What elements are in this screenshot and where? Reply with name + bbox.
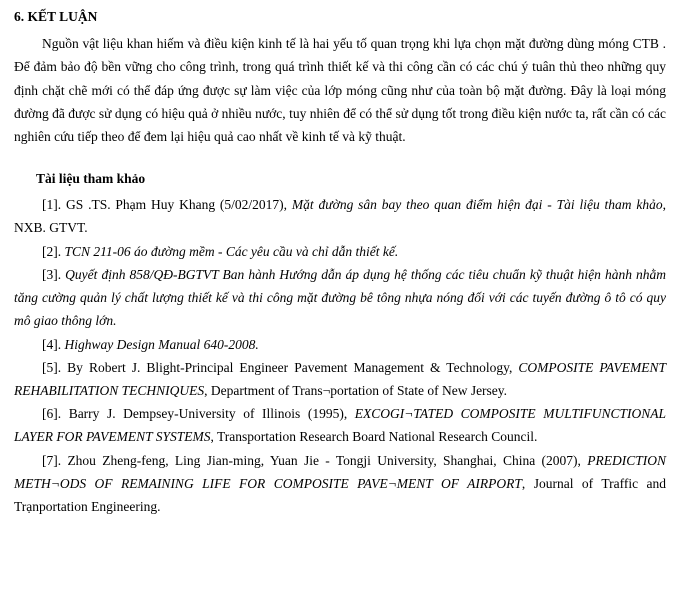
reference-text: EXCOGI¬TATED COMPOSITE MULTIFUNCTIONAL LAYER FOR PAVEMENT SYSTEMS: [14, 406, 666, 445]
conclusion-paragraph: Nguồn vật liệu khan hiếm và điều kiện kinh tế là hai yếu tố quan trọng khi lựa chọn mặt đường dùng móng CTB . Để đảm bảo độ bền vững cho công trình, trong quá trình thiết kế và thi công cần có các chú ý tuân thủ theo những quy định chặt chẽ mới có thể đáp ứng được sự làm việc của lớp móng cũng như của toàn bộ mặt đường. Đây là loại móng đường đã được sử dụng có hiệu quả ở nhiều nước, tuy nhiên để có thể sử dụng tốt trong điều kiện nước ta, rất cần có các nghiên cứu tiếp theo để đem lại hiệu quả cao nhất về kinh tế và kỹ thuật.: [14, 36, 666, 145]
reference-item: [14, 263, 666, 333]
reference-number: [7].: [42, 452, 68, 468]
reference-text: , Journal of Traffic and Trạnportation Engineering.: [14, 475, 666, 515]
reference-text: , NXB. GTVT.: [14, 197, 667, 236]
reference-text: Highway Design Manual 640-2008.: [64, 336, 259, 352]
reference-item: [14, 333, 666, 356]
reference-number: [1].: [42, 197, 66, 213]
page-title: 6. KẾT LUẬN: [14, 9, 98, 24]
reference-number: [6].: [42, 406, 69, 422]
reference-text: GS .TS. Phạm Huy Khang (5/02/2017),: [65, 197, 292, 213]
reference-text: PREDICTION METH¬ODS OF REMAINING LIFE FOR COMPOSITE PAVE¬MENT OF AIRPORT: [14, 452, 666, 491]
reference-item: [14, 356, 666, 402]
references-heading: Tài liệu tham khảo: [36, 171, 146, 187]
reference-item: [14, 449, 666, 519]
reference-number: [2].: [42, 243, 65, 259]
reference-item: [14, 240, 666, 263]
reference-number: [5].: [42, 359, 68, 375]
reference-item: [14, 402, 666, 448]
reference-text: COMPOSITE PAVEMENT REHABILITATION TECHNIQUES: [14, 359, 666, 398]
references-list: [14, 193, 666, 518]
reference-text: , Department of Trans¬portation of State of New Jersey.: [204, 382, 508, 398]
reference-text: Barry J. Dempsey-University of Illinois (1995),: [68, 406, 355, 422]
reference-number: [4].: [42, 336, 65, 352]
reference-item: [14, 193, 666, 239]
reference-text: TCN 211-06 áo đường mềm - Các yêu cầu và chỉ dẫn thiết kế.: [64, 243, 399, 259]
reference-number: [3].: [42, 266, 66, 282]
reference-text: Quyết định 858/QĐ-BGTVT Ban hành Hướng dẫn áp dụng hệ thống các tiêu chuẩn kỹ thuật hiện hành nhằm tăng cường quản lý chất lượng thiết kế và thi công mặt đường bê tông nhựa nóng đối với các tuyến đường ô tô có quy mô giao thông lớn.: [14, 266, 666, 329]
reference-text: Mặt đường sân bay theo quan điểm hiện đại - Tài liệu tham khảo: [291, 197, 663, 213]
reference-text: By Robert J. Blight-Principal Engineer Pavement Management & Technology,: [67, 359, 519, 375]
reference-text: , Transportation Research Board National Research Council.: [210, 429, 538, 445]
reference-text: Zhou Zheng-feng, Ling Jian-ming, Yuan Jie - Tongji University, Shanghai, China (2007),: [67, 452, 588, 468]
